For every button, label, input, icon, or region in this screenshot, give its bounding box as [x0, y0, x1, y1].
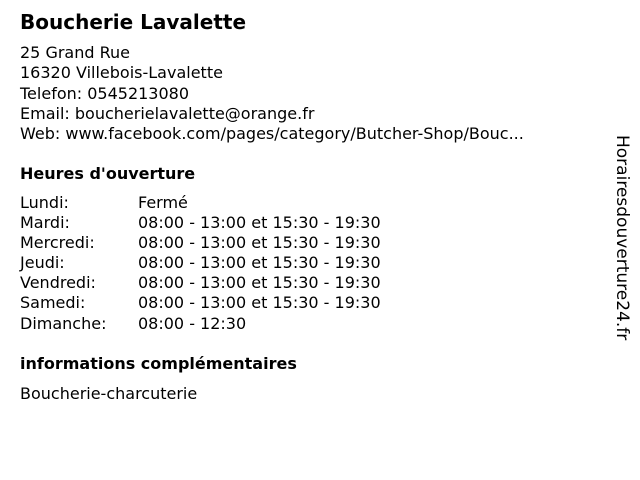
- hours-day-label: Mercredi:: [20, 233, 95, 252]
- vertical-brand-watermark: [612, 135, 632, 375]
- brand-text: Horairesdouverture24.fr: [612, 135, 632, 341]
- hours-time-value: 08:00 - 13:00 et 15:30 - 19:30: [138, 213, 381, 232]
- hours-day-label: Mardi:: [20, 213, 70, 232]
- hours-day-label: Vendredi:: [20, 273, 96, 292]
- hours-day-label: Jeudi:: [20, 253, 65, 272]
- hours-day-label: Dimanche:: [20, 314, 107, 333]
- hours-time-value: 08:00 - 13:00 et 15:30 - 19:30: [138, 273, 381, 292]
- email-text: Email: boucherielavalette@orange.fr: [20, 104, 315, 123]
- address-line-2: 16320 Villebois-Lavalette: [20, 63, 223, 82]
- phone-text: Telefon: 0545213080: [20, 84, 190, 103]
- hours-time-value: 08:00 - 12:30: [138, 314, 247, 333]
- hours-time-value: 08:00 - 13:00 et 15:30 - 19:30: [138, 293, 381, 312]
- web-text: Web: www.facebook.com/pages/category/Butcher-Shop/Bouc...: [20, 124, 524, 143]
- additional-info-heading: informations complémentaires: [20, 354, 297, 373]
- opening-hours-heading: Heures d'ouverture: [20, 164, 196, 183]
- hours-day-label: Samedi:: [20, 293, 86, 312]
- hours-time-value: Fermé: [138, 193, 188, 212]
- additional-info-text: Boucherie-charcuterie: [20, 384, 198, 403]
- address-line-1: 25 Grand Rue: [20, 43, 130, 62]
- hours-time-value: 08:00 - 13:00 et 15:30 - 19:30: [138, 253, 381, 272]
- hours-time-value: 08:00 - 13:00 et 15:30 - 19:30: [138, 233, 381, 252]
- hours-day-label: Lundi:: [20, 193, 69, 212]
- business-name: Boucherie Lavalette: [20, 10, 247, 34]
